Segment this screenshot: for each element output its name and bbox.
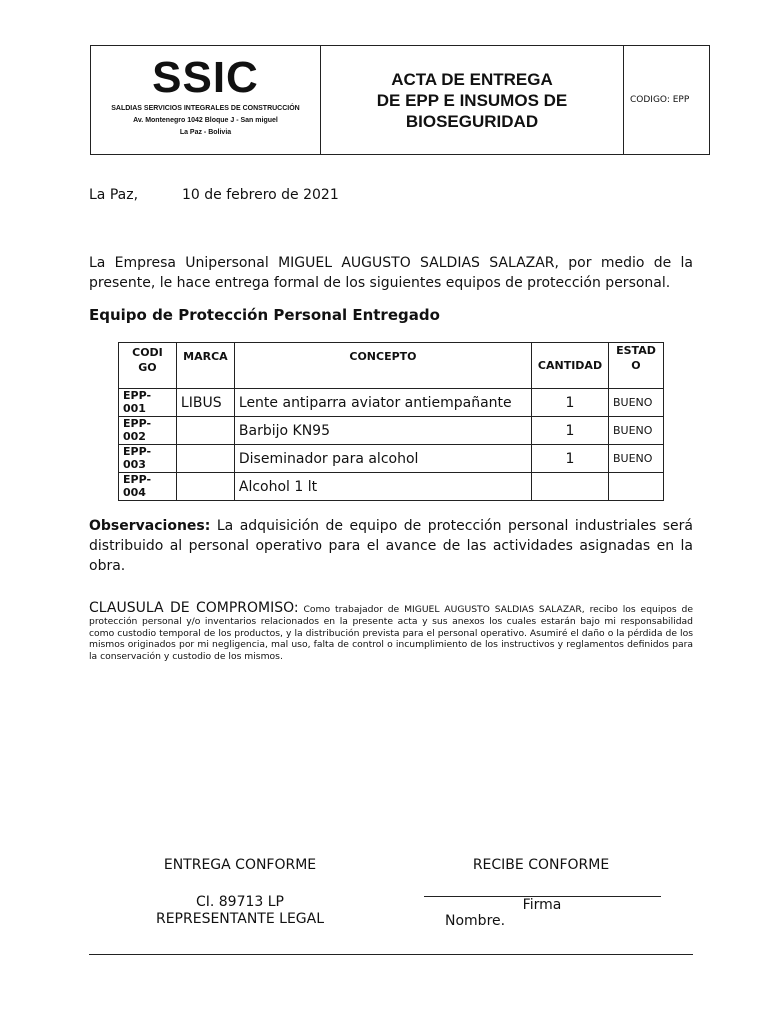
- header-codigo: CODIGO: [119, 343, 177, 389]
- header-estado: ESTADO: [608, 343, 663, 389]
- row-concept: Alcohol 1 lt: [234, 473, 531, 501]
- logo-block: [91, 46, 321, 154]
- row-code: EPP-001: [119, 389, 177, 417]
- header-cantidad: CANTIDAD: [532, 343, 609, 389]
- header-concepto: CONCEPTO: [234, 343, 531, 389]
- row-brand: [176, 445, 234, 473]
- row-quantity: 1: [532, 417, 609, 445]
- receiver-name-label: Nombre.: [445, 913, 506, 929]
- delivery-role: REPRESENTANTE LEGAL: [155, 911, 325, 927]
- row-quantity: [532, 473, 609, 501]
- row-code: EPP-002: [119, 417, 177, 445]
- row-state: [608, 473, 663, 501]
- document-title: [377, 69, 568, 132]
- delivery-ci: CI. 89713 LP: [195, 894, 285, 910]
- table-row: [119, 473, 664, 501]
- company-full-name: SALDIAS SERVICIOS INTEGRALES DE CONSTRUCCIÓN: [111, 105, 300, 112]
- company-address: Av. Montenegro 1042 Bloque J - San miguel: [133, 117, 278, 124]
- title-block: [321, 46, 624, 154]
- observations-text: La adquisición de equipo de protección personal industriales será distribuido al personal operativo para el avance de las actividades asignadas en la obra.: [89, 518, 693, 574]
- receiver-signature-label: Firma: [522, 897, 562, 913]
- row-quantity: 1: [532, 389, 609, 417]
- table-row: [119, 445, 664, 473]
- row-brand: [176, 417, 234, 445]
- table-row: [119, 389, 664, 417]
- row-state: BUENO: [608, 445, 663, 473]
- company-logo: SSIC: [152, 53, 259, 102]
- row-state: BUENO: [608, 389, 663, 417]
- place: La Paz,: [89, 187, 139, 203]
- row-quantity: 1: [532, 445, 609, 473]
- row-concept: Barbijo KN95: [234, 417, 531, 445]
- commitment-clause: [89, 600, 693, 662]
- row-brand: [176, 473, 234, 501]
- date: 10 de febrero de 2021: [182, 187, 339, 203]
- header-marca: MARCA: [176, 343, 234, 389]
- title-line-1: ACTA DE ENTREGA: [391, 69, 553, 89]
- observations: [89, 516, 693, 576]
- clause-text: Como trabajador de MIGUEL AUGUSTO SALDIAS SALAZAR, recibo los equipos de protección personal y/o inventarios relacionados en la presente acta y sus anexos los cuales estarán bajo mi responsabilidad como custodio temporal de los productos, y la distribución prevista para el personal operativo. Asumiré el daño o la pérdida de los mismos originados por mi negligencia, mal uso, falta de control o incumplimiento de los instructivos y reglamentos definidos para la conservación y custodio de los mismos.: [89, 604, 693, 662]
- row-state: BUENO: [608, 417, 663, 445]
- row-code: EPP-003: [119, 445, 177, 473]
- title-line-2: DE EPP E INSUMOS DE: [376, 90, 568, 110]
- row-brand: LIBUS: [176, 389, 234, 417]
- delivery-title: ENTREGA CONFORME: [163, 857, 317, 873]
- clause-label: CLAUSULA DE COMPROMISO:: [89, 600, 299, 616]
- footer-divider: [89, 954, 693, 955]
- observations-label: Observaciones:: [89, 518, 211, 534]
- document-header: [90, 45, 710, 155]
- table-row: [119, 417, 664, 445]
- section-title: Equipo de Protección Personal Entregado: [89, 306, 440, 324]
- epp-table: [118, 342, 664, 501]
- receiver-title: RECIBE CONFORME: [472, 857, 610, 873]
- row-code: EPP-004: [119, 473, 177, 501]
- company-city: La Paz - Bolivia: [179, 129, 232, 136]
- document-code: CODIGO: EPP: [630, 95, 690, 105]
- table-header-row: [119, 343, 664, 389]
- intro-paragraph: La Empresa Unipersonal MIGUEL AUGUSTO SALDIAS SALAZAR, por medio de la presente, le hace entrega formal de los siguientes equipos de protección personal.: [89, 255, 693, 291]
- title-line-3: BIOSEGURIDAD: [405, 111, 539, 131]
- row-concept: Diseminador para alcohol: [234, 445, 531, 473]
- row-concept: Lente antiparra aviator antiempañante: [234, 389, 531, 417]
